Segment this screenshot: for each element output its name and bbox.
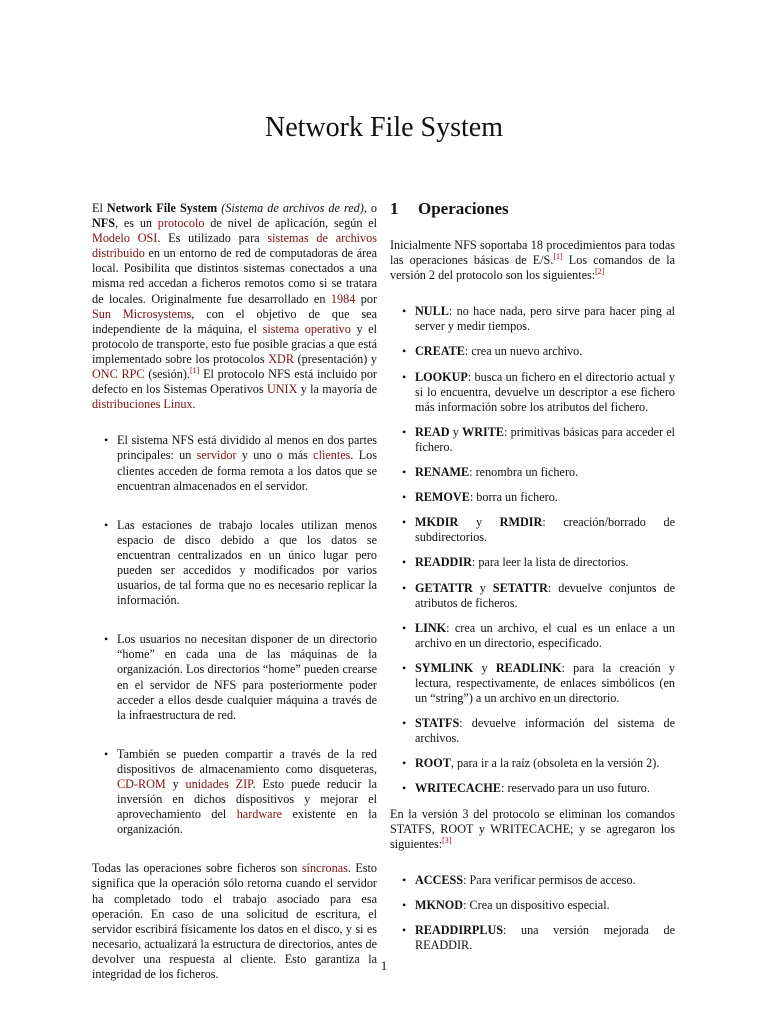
- text-run: , con el objetivo de que sea independiente de la máquina, el: [92, 306, 377, 336]
- section-number: 1: [390, 199, 399, 218]
- text-run: y uno o más: [236, 448, 314, 463]
- text-run: El protocolo NFS está incluido por defecto en los Sistemas Operativos: [92, 367, 377, 397]
- command-description: : para la creación y lectura, respectivamente, de enlaces simbólicos (en un “string”) a un archivo en un directorio.: [415, 660, 675, 706]
- text-run: por: [355, 291, 377, 306]
- text-run: Los usuarios no necesitan disponer de un directorio “home” en cada una de las máquinas de la organización. Los directorios “home” pueden crearse en el servidor de NFS para posteriormente poder acceder a ellos desde cualquier máquina a través de la infraestructura de red.: [117, 632, 377, 722]
- link-1984[interactable]: 1984: [330, 291, 356, 306]
- text-run: y: [165, 777, 186, 791]
- text-run: Inicialmente NFS soportaba 18 procedimientos para todas las operaciones básicas de E/S.: [390, 238, 675, 268]
- command-name: READLINK: [495, 660, 562, 675]
- command-description: : crea un archivo, el cual es un enlace a un archivo en un directorio, especificado.: [415, 620, 675, 650]
- link-onc-rpc[interactable]: ONC RPC: [92, 367, 145, 382]
- command-description: : no hace nada, pero sirve para hacer ping al server y medir tiempos.: [415, 304, 675, 334]
- command-item: [390, 490, 675, 505]
- command-item: [390, 621, 675, 651]
- link-cd-rom[interactable]: CD-ROM: [117, 777, 166, 791]
- command-name: ACCESS: [415, 872, 464, 887]
- command-description: : primitivas básicas para acceder el fichero.: [415, 424, 676, 454]
- link-distribuciones-linux[interactable]: distribuciones Linux: [92, 397, 193, 412]
- text-run: existente en la organización.: [117, 807, 377, 837]
- page-number: 1: [380, 958, 388, 973]
- command-name: CREATE: [415, 344, 465, 359]
- command-description: : renombra un fichero.: [469, 465, 579, 480]
- link-protocolo[interactable]: protocolo: [157, 216, 205, 231]
- command-description: : reservado para un uso futuro.: [501, 781, 650, 796]
- command-description: : Para verificar permisos de acceso.: [463, 872, 636, 887]
- text-run: En la versión 3 del protocolo se eliminan los comandos STATFS, ROOT y WRITECACHE; y se agregaron los siguientes:: [390, 806, 675, 851]
- command-name: NULL: [415, 304, 449, 319]
- command-name: READDIR: [415, 555, 472, 570]
- link-hardware[interactable]: hardware: [236, 807, 283, 822]
- text-run: Las estaciones de trabajo locales utilizan menos espacio de disco debido a que los datos se encuentran centralizados en un único lugar pero pueden ser accedidos y modificados por varios usuarios, de tal forma que no es necesario replicar la información.: [117, 517, 377, 608]
- document-title: Network File System: [265, 112, 503, 143]
- command-name: SETATTR: [492, 580, 548, 595]
- command-item: [390, 898, 675, 913]
- text-run: (sesión).: [144, 367, 190, 382]
- text-run: , o: [363, 201, 378, 215]
- intro-paragraph: [92, 201, 377, 412]
- term-italic: (Sistema de archivos de red): [221, 201, 364, 215]
- command-item: [390, 304, 675, 334]
- command-description: : una versión mejorada de READDIR.: [415, 923, 675, 953]
- command-description: , para ir a la raíz (obsoleta en la versión 2).: [450, 756, 660, 771]
- reference-link[interactable]: [1]: [189, 365, 200, 375]
- command-name: READ: [415, 424, 450, 439]
- text-run: Todas las operaciones sobre ficheros son: [92, 861, 302, 876]
- section-title: Operaciones: [418, 199, 509, 218]
- command-item: [390, 555, 675, 570]
- commands-v2-list: [390, 304, 675, 796]
- command-name: REMOVE: [415, 490, 470, 505]
- text-run: y: [458, 515, 500, 530]
- command-description: : devuelve conjuntos de atributos de ficheros.: [415, 580, 676, 610]
- text-run: El sistema NFS está dividido al menos en dos partes principales: un: [117, 433, 377, 463]
- command-item: [390, 661, 675, 706]
- command-name: MKDIR: [415, 515, 459, 530]
- command-item: [390, 873, 675, 888]
- reference-link[interactable]: [2]: [595, 267, 605, 277]
- text-run: . Los clientes acceden de forma remota a los datos que se encuentran almacenados en el servidor.: [117, 448, 378, 493]
- text-run: de nivel de aplicación, según el: [204, 216, 377, 231]
- section-heading: [390, 198, 675, 220]
- command-name: WRITECACHE: [415, 781, 502, 796]
- text-run: en un entorno de red de computadoras de área local. Posibilita que distintos sistemas conectados a una misma red accedan a ficheros remotos como si se tratara de locales. Originalmente fue desarrollado en: [92, 246, 377, 306]
- link-sistemas-archivos-distribuido[interactable]: sistemas de archivos distribuido: [92, 231, 377, 261]
- command-item: [390, 465, 675, 480]
- text-run: y la mayoría de: [297, 382, 377, 397]
- command-name: LOOKUP: [415, 369, 468, 384]
- text-run: y: [473, 660, 496, 675]
- list-item: [92, 518, 377, 609]
- term-bold: Network File System: [106, 201, 218, 215]
- text-run: (presentación) y: [293, 351, 377, 366]
- text-run: El: [92, 201, 107, 215]
- text-run: Los comandos de la versión 2 del protocolo son los siguientes:: [390, 253, 676, 283]
- text-run: y: [472, 580, 493, 595]
- reference-link[interactable]: [3]: [442, 835, 452, 845]
- link-clientes[interactable]: clientes: [313, 448, 351, 463]
- command-name: MKNOD: [415, 897, 464, 912]
- command-description: : busca un fichero en el directorio actual y si lo encuentra, devuelve un descriptor a ese fichero más información sobre los atributos del fichero.: [415, 369, 675, 414]
- command-item: [390, 425, 675, 455]
- text-run: También se pueden compartir a través de la red dispositivos de almacenamiento como disqueteras,: [117, 746, 377, 776]
- features-list: [92, 433, 377, 837]
- command-item: [390, 781, 675, 796]
- link-sun-microsystems[interactable]: Sun Microsystems: [92, 306, 192, 321]
- list-item: [92, 747, 377, 838]
- command-description: : creación/borrado de subdirectorios.: [415, 515, 676, 545]
- left-column: [92, 201, 377, 982]
- link-sistema-operativo[interactable]: sistema operativo: [262, 321, 351, 336]
- link-xdr[interactable]: XDR: [268, 351, 294, 366]
- command-name: READDIRPLUS: [415, 923, 504, 937]
- right-column: [390, 198, 675, 963]
- reference-link[interactable]: [1]: [553, 252, 563, 262]
- term-bold: NFS: [92, 216, 116, 231]
- command-description: : borra un fichero.: [469, 490, 558, 505]
- command-item: [390, 923, 675, 953]
- operations-intro: [390, 238, 675, 283]
- command-name: STATFS: [415, 716, 460, 731]
- commands-v3-list: [390, 873, 675, 953]
- command-description: : Crea un dispositivo especial.: [463, 897, 610, 912]
- list-item: [92, 433, 377, 493]
- link-unidades-zip[interactable]: unidades ZIP: [185, 777, 253, 791]
- command-name: ROOT: [415, 756, 451, 771]
- text-run: .: [192, 397, 196, 412]
- command-name: GETATTR: [415, 580, 473, 595]
- command-name: RENAME: [415, 465, 470, 480]
- command-name: WRITE: [462, 424, 505, 439]
- command-description: : crea un nuevo archivo.: [464, 344, 583, 359]
- command-item: [390, 581, 675, 611]
- command-item: [390, 716, 675, 746]
- text-run: , es un: [115, 216, 158, 231]
- command-description: : para leer la lista de directorios.: [471, 555, 629, 570]
- text-run: . Esto significa que la operación sólo retorna cuando el servidor ha completado todo el trabajo asociado para esa operación. En caso de una solicitud de escritura, el servidor escribirá físicamente los datos en el disco, y si es necesario, actualizará la estructura de directorios, antes de devolver una respuesta al cliente. Esto garantiza la integridad de los ficheros.: [92, 861, 377, 982]
- command-name: RMDIR: [499, 515, 543, 530]
- link-modelo-osi[interactable]: Modelo OSI: [92, 231, 158, 246]
- text-run: . Esto puede reducir la inversión en dichos dispositivos y mejorar el aprovechamiento del: [117, 777, 377, 822]
- command-description: : devuelve información del sistema de archivos.: [415, 716, 675, 746]
- v3-intro: [390, 807, 675, 852]
- command-item: [390, 756, 675, 771]
- command-item: [390, 370, 675, 415]
- link-unix[interactable]: UNIX: [266, 382, 298, 397]
- command-item: [390, 515, 675, 545]
- command-item: [390, 344, 675, 359]
- text-run: . Es utilizado para: [157, 231, 268, 246]
- link-sincronas[interactable]: síncronas: [301, 861, 348, 876]
- command-name: LINK: [415, 620, 447, 635]
- text-run: y el protocolo de transporte, esto fue posible gracias a que está implementado sobre los protocolos: [92, 321, 377, 366]
- text-run: y: [449, 424, 463, 439]
- command-name: SYMLINK: [415, 660, 474, 675]
- list-item: [92, 632, 377, 723]
- link-servidor[interactable]: servidor: [196, 448, 237, 463]
